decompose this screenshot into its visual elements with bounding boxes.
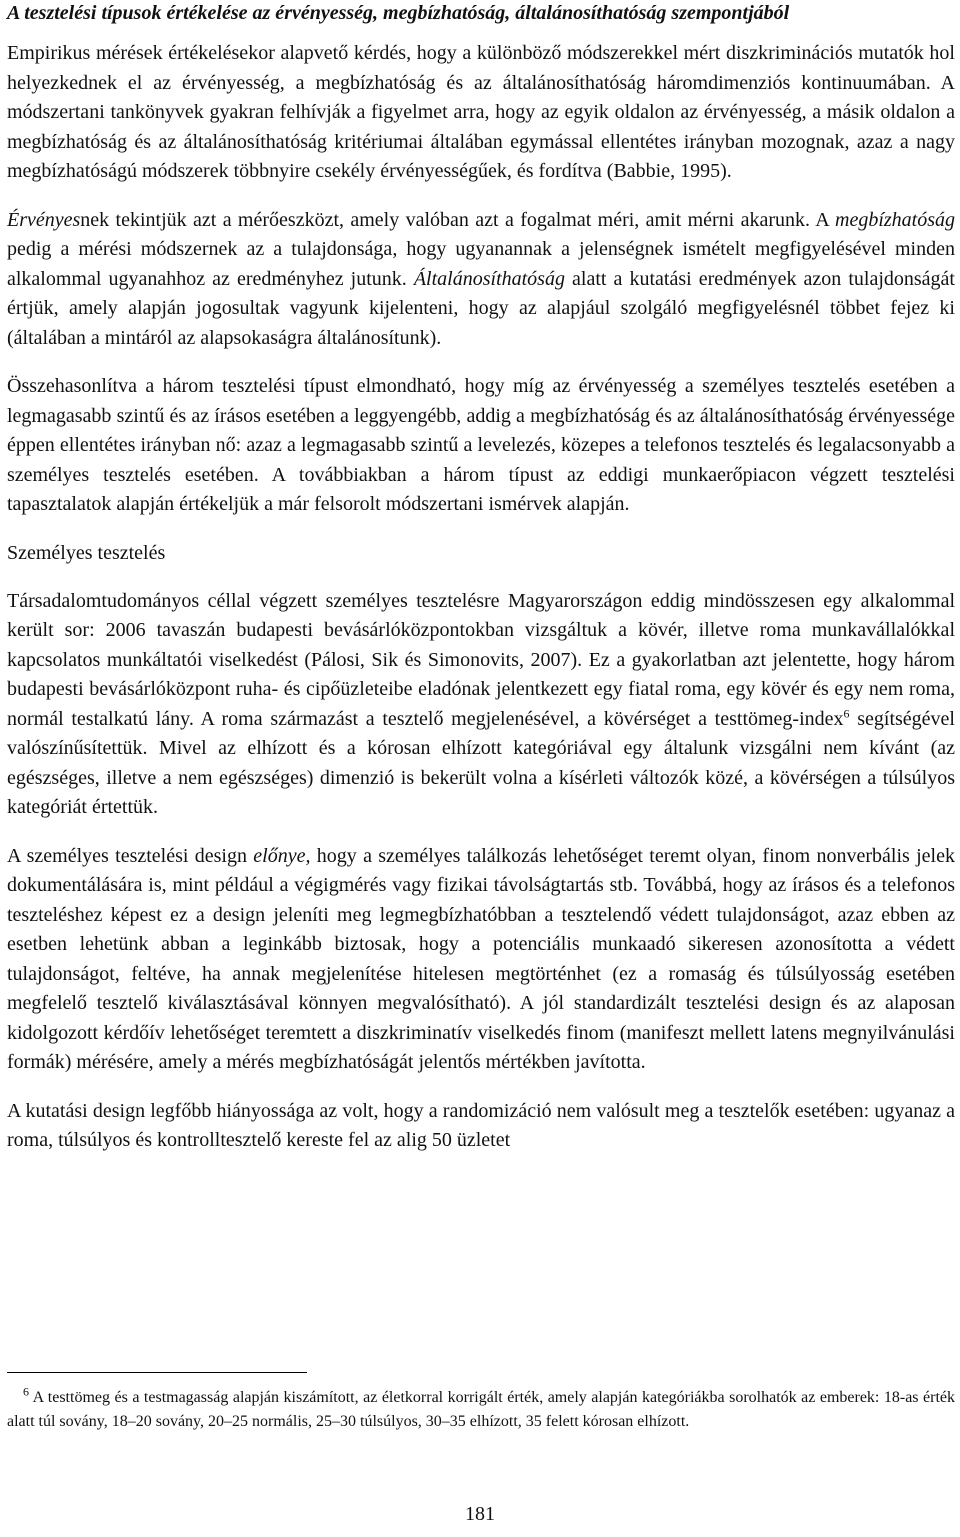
paragraph-advantages — [7, 842, 955, 1078]
footnote-divider — [7, 1372, 307, 1373]
footnote-marker: 6 — [23, 1384, 29, 1399]
footnote-text: A testtömeg és a testmagasság alapján kiszámított, az életkorral korrigált érték, amely alapján kategóriákba sorolhatók az emberek: 18-as érték alatt túl sovány, 18–20 sovány, 20–25 normális, 25–30 túlsúlyos, 30–35 elhízott, 35 felett kórosan elhízott. — [7, 1389, 955, 1430]
section-title: A tesztelési típusok értékelése az érvényesség, megbízhatóság, általánosíthatóság szempontjából — [7, 2, 790, 24]
paragraph-personal-testing — [7, 587, 955, 823]
footnote — [7, 1386, 955, 1434]
term-reliability: megbízhatóság — [835, 208, 955, 231]
term-validity: Érvényes — [7, 208, 81, 231]
text-fragment: nek tekintjük azt a mérőeszközt, amely valóban azt a fogalmat méri, amit mérni akarunk. A — [80, 208, 835, 231]
text-fragment: A személyes tesztelési design — [7, 844, 254, 867]
subsection-heading: Személyes tesztelés — [7, 541, 166, 564]
paragraph-comparison: Összehasonlítva a három tesztelési típust elmondható, hogy míg az érvényesség a személyes tesztelés esetében a legmagasabb szintű és az írásos esetében a leggyengébb, addig a megbízhatóság és az általánosíthatóság érvényessége éppen ellentétes irányban nő: azaz a legmagasabb szintű a levelezés, közepes a telefonos tesztelés és legalacsonyabb a személyes tesztelés esetében. A továbbiakban a három típust az eddigi munkaerőpiacon végzett tesztelési tapasztalatok alapján értékeljük a már felsorolt módszertani ismérvek alapján. — [7, 375, 955, 515]
footnote-reference[interactable]: 6 — [843, 705, 850, 720]
text-fragment: pedig a mérési módszernek az a tulajdonsága, hogy ugyanannak a jelenségnek ismételt megfigyelésével minden alkalommal ugyanahhoz az eredményhez jutunk. — [7, 238, 955, 290]
term-advantage: előnye, — [253, 844, 311, 867]
paragraph-intro: Empirikus mérések értékelésekor alapvető kérdés, hogy a különböző módszerekkel mért diszkriminációs mutatók hol helyezkednek el az érvényesség, a megbízhatóság és az általánosíthatóság háromdimenziós kontinuumában. A módszertani tankönyvek gyakran felhívják a figyelmet arra, hogy az egyik oldalon az érvényesség, a másik oldalon a megbízhatóság és az általánosíthatóság kritériumai általában egymással ellentétes irányban mozognak, azaz a nagy megbízhatóságú módszerek többnyire csekély érvényességűek, és fordítva (Babbie, 1995). — [7, 42, 955, 182]
text-fragment: segítségével valószínűsítettük. Mivel az elhízott és a kórosan elhízott kategóriával egy általunk vizsgálni nem kívánt (az egészséges, illetve a nem egészséges) dimenzió is bekerült volna a kísérleti változók közé, a kövérségen a túlsúlyos kategóriát értettük. — [7, 707, 955, 818]
term-generalizability: Általánosíthatóság — [413, 267, 565, 290]
text-fragment: hogy a személyes találkozás lehetőséget teremt olyan, finom nonverbális jelek dokumentálására is, mint például a végigmérés vagy fizikai távolságtartás stb. Továbbá, hogy az írásos és a telefonos teszteléshez képest ez a design jeleníti meg legmegbízhatóbban a tesztelendő védett tulajdonságot, azaz ebben az esetben lehetünk abban a leginkább biztosak, hogy a potenciális munkaadó sikeresen azonosította a védett tulajdonságot, feltéve, ha annak megjelenítése hitelesen megtörténhet (ez a romaság és túlsúlyosság esetében megfelelő tesztelő kiválasztásával könnyen megvalósítható). A jól standardizált tesztelési design és az alaposan kidolgozott kérdőív lehetőséget teremtett a diszkriminatív viselkedés finom (manifeszt mellett latens megnyilvánulási formák) mérésére, amely a mérés megbízhatóságát jelentős mértékben javította. — [7, 844, 955, 1073]
text-fragment: Társadalomtudományos céllal végzett személyes tesztelésre Magyarországon eddig mindösszesen egy alkalommal került sor: 2006 tavaszán budapesti bevásárlóközpontokban vizsgáltuk a kövér, illetve roma munkavállalókkal kapcsolatos munkáltatói viselkedést (Pálosi, Sik és Simonovits, 2007). Ez a gyakorlatban azt jelentette, hogy három budapesti bevásárlóközpont ruha- és cipőüzleteibe eladónak jelentkezett egy fiatal roma, egy kövér és egy nem roma, normál testalkatú lány. A roma származást a tesztelő megjelenésével, a kövérséget a testtömeg-index — [7, 589, 955, 730]
paragraph-shortcomings: A kutatási design legfőbb hiányossága az volt, hogy a randomizáció nem valósult meg a tesztelők esetében: ugyanaz a roma, túlsúlyos és kontrolltesztelő kereste fel az alig 50 üzletet — [7, 1099, 955, 1151]
text-fragment: alatt a kutatási eredmények azon tulajdonságát értjük, amely alapján jogosultak vagyunk kijelenteni, hogy az alapjául szolgáló megfigyelésnél többet fejez ki (általában a mintáról az alapsokaságra általánosítunk). — [7, 267, 955, 349]
paragraph-definitions — [7, 206, 955, 354]
page-content — [7, 0, 955, 1156]
page-number: 181 — [465, 1503, 495, 1525]
